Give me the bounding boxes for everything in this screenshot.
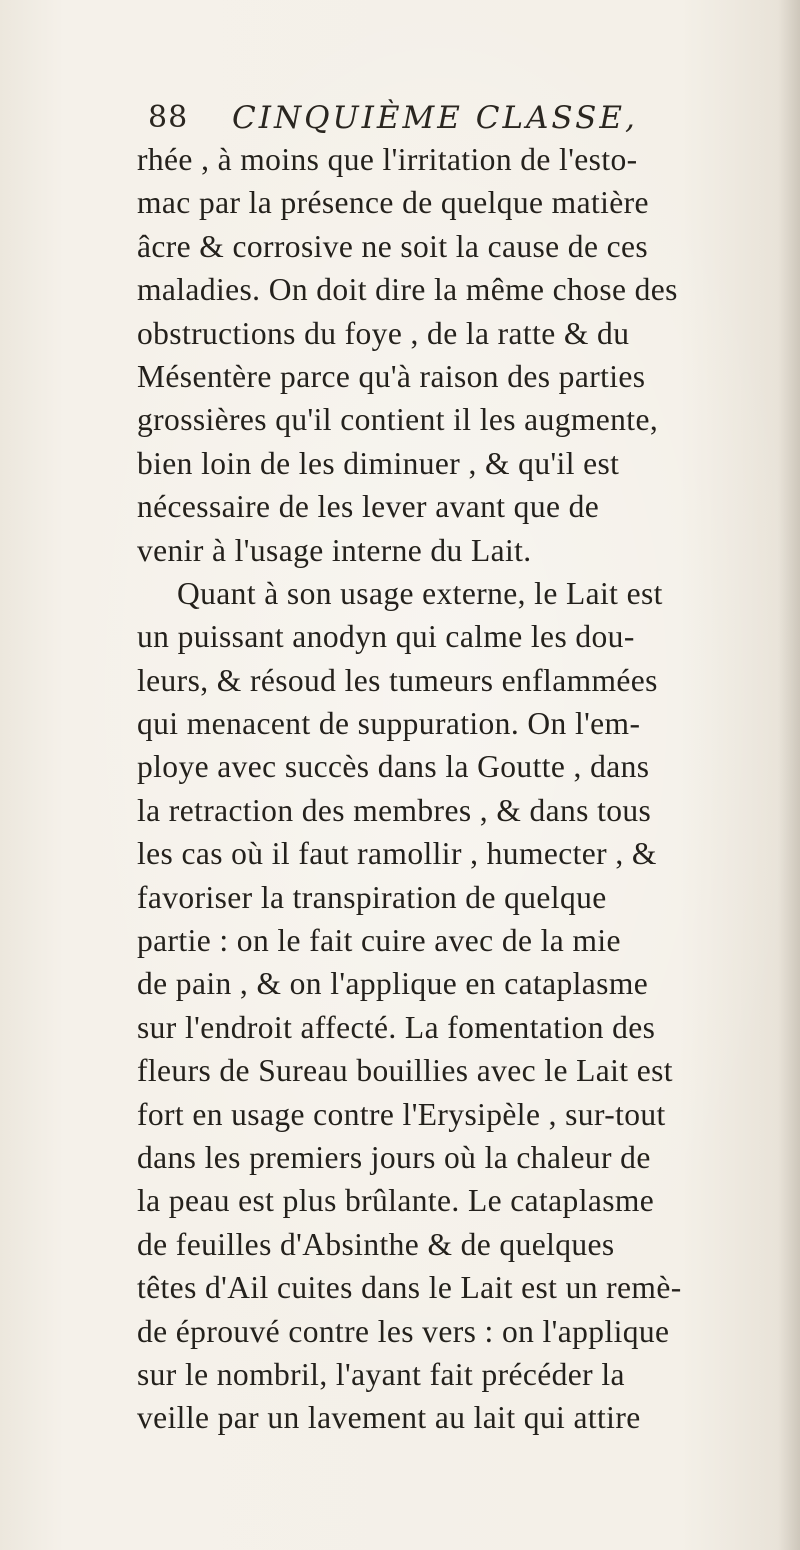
text-line: un puissant anodyn qui calme les dou-: [137, 619, 635, 655]
text-line: la peau est plus brûlante. Le cataplasme: [137, 1183, 655, 1219]
text-line: sur l'endroit affecté. La fomentation des: [137, 1009, 656, 1045]
text-line: leurs, & résoud les tumeurs enflammées: [137, 662, 658, 698]
text-line: de pain , & on l'applique en cataplasme: [137, 966, 649, 1002]
text-line: grossières qu'il contient il les augmente,: [137, 402, 659, 438]
text-line: maladies. On doit dire la même chose des: [137, 272, 678, 308]
text-line: qui menacent de suppuration. On l'em-: [137, 706, 641, 742]
running-head: CINQUIÈME CLASSE,: [232, 100, 638, 136]
text-line: de éprouvé contre les vers : on l'applique: [137, 1313, 670, 1349]
text-line: veille par un lavement au lait qui attire: [137, 1400, 641, 1436]
text-line: sur le nombril, l'ayant fait précéder la: [137, 1356, 625, 1392]
text-line: fleurs de Sureau bouillies avec le Lait est: [137, 1053, 673, 1089]
text-line: ploye avec succès dans la Goutte , dans: [137, 749, 650, 785]
text-line: la retraction des membres , & dans tous: [137, 792, 652, 828]
text-line: rhée , à moins que l'irritation de l'esto-: [137, 142, 638, 177]
text-line: venir à l'usage interne du Lait.: [137, 532, 532, 568]
page-header: [148, 100, 748, 140]
text-line: obstructions du foye , de la ratte & du: [137, 315, 630, 351]
text-line: âcre & corrosive ne soit la cause de ces: [137, 228, 649, 264]
text-line: mac par la présence de quelque matière: [137, 185, 649, 221]
text-line: nécessaire de les lever avant que de: [137, 489, 600, 525]
text-line: fort en usage contre l'Erysipèle , sur-tout: [137, 1096, 666, 1132]
page-edge-shadow: [778, 0, 800, 1550]
text-line: Quant à son usage externe, le Lait est: [177, 575, 663, 611]
text-line: bien loin de les diminuer , & qu'il est: [137, 445, 620, 481]
body-text: [137, 138, 777, 1440]
text-line: partie : on le fait cuire avec de la mie: [137, 923, 621, 959]
text-line: têtes d'Ail cuites dans le Lait est un remè-: [137, 1270, 682, 1306]
text-line: Mésentère parce qu'à raison des parties: [137, 358, 646, 394]
text-line: de feuilles d'Absinthe & de quelques: [137, 1226, 615, 1262]
text-line: dans les premiers jours où la chaleur de: [137, 1139, 651, 1175]
page-number: 88: [148, 100, 189, 135]
text-line: les cas où il faut ramollir , humecter , &: [137, 836, 657, 872]
text-line: favoriser la transpiration de quelque: [137, 879, 607, 915]
